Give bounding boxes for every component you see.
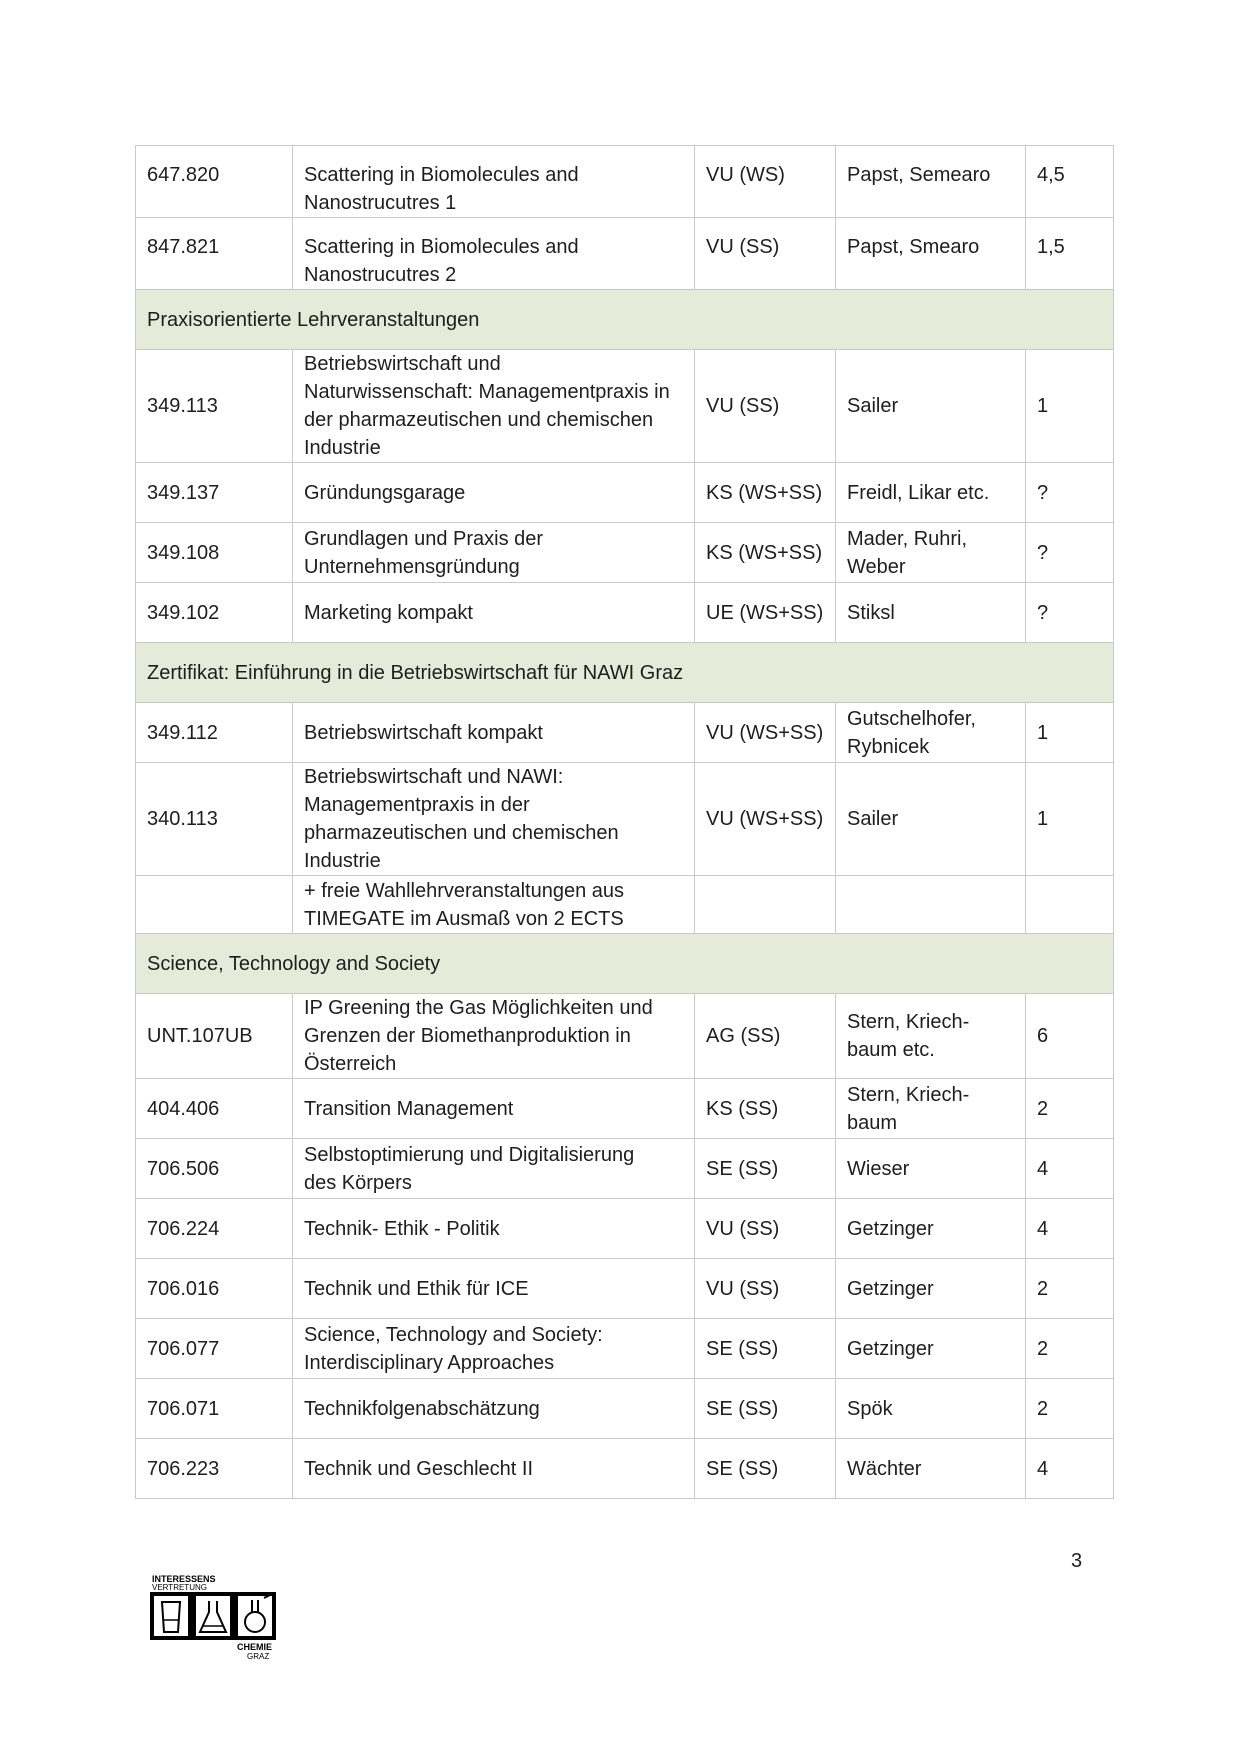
flask-icon xyxy=(194,1594,232,1638)
course-lecturer-cell: Getzinger xyxy=(836,1199,1026,1259)
table-row xyxy=(136,1319,1114,1379)
course-lecturer-cell: Stern, Kriech- baum etc. xyxy=(836,994,1026,1079)
course-lecturer-cell: Stiksl xyxy=(836,583,1026,643)
course-title-cell: + freie Wahllehrveranstaltungen aus TIMEGATE im Ausmaß von 2 ECTS xyxy=(293,876,695,934)
beaker-icon xyxy=(152,1594,190,1638)
course-ects-cell xyxy=(1026,876,1114,934)
course-title-cell: IP Greening the Gas Möglichkeiten und Grenzen der Biomethanproduktion in Österreich xyxy=(293,994,695,1079)
table-row xyxy=(136,1259,1114,1319)
course-ects-cell: 1 xyxy=(1026,763,1114,876)
course-title-cell: Scattering in Biomolecules and Nanostrucutres 1 xyxy=(293,146,695,218)
course-type-cell: SE (SS) xyxy=(695,1439,836,1499)
course-ects-cell: 6 xyxy=(1026,994,1114,1079)
course-title-cell: Betriebswirtschaft kompakt xyxy=(293,703,695,763)
course-title-cell: Scattering in Biomolecules and Nanostrucutres 2 xyxy=(293,218,695,290)
course-ects-cell: 2 xyxy=(1026,1379,1114,1439)
course-type-cell: VU (SS) xyxy=(695,218,836,290)
table-row xyxy=(136,218,1114,290)
course-title-cell: Selbstoptimierung und Digitalisierung des Körpers xyxy=(293,1139,695,1199)
course-number-cell: 340.113 xyxy=(136,763,293,876)
section-header-row xyxy=(136,643,1114,703)
table-row xyxy=(136,703,1114,763)
course-ects-cell: 4 xyxy=(1026,1139,1114,1199)
course-number-cell xyxy=(136,876,293,934)
logo-text-interessens: INTERESSENS xyxy=(152,1574,216,1584)
course-title-cell: Technik- Ethik - Politik xyxy=(293,1199,695,1259)
table-row xyxy=(136,994,1114,1079)
course-number-cell: 847.821 xyxy=(136,218,293,290)
course-lecturer-cell: Sailer xyxy=(836,350,1026,463)
course-title-cell: Technik und Geschlecht II xyxy=(293,1439,695,1499)
page-number: 3 xyxy=(1071,1550,1083,1572)
course-title-cell: Gründungsgarage xyxy=(293,463,695,523)
course-title-cell: Technik und Ethik für ICE xyxy=(293,1259,695,1319)
course-lecturer-cell: Stern, Kriech- baum xyxy=(836,1079,1026,1139)
course-title-cell: Betriebswirtschaft und NAWI: Managementpraxis in der pharmazeutischen und chemischen Industrie xyxy=(293,763,695,876)
course-number-cell: 706.223 xyxy=(136,1439,293,1499)
course-type-cell: SE (SS) xyxy=(695,1319,836,1379)
course-number-cell: 349.108 xyxy=(136,523,293,583)
round-flask-icon xyxy=(236,1594,274,1638)
course-number-cell: 349.113 xyxy=(136,350,293,463)
course-type-cell: KS (WS+SS) xyxy=(695,463,836,523)
course-lecturer-cell: Papst, Semearo xyxy=(836,146,1026,218)
course-lecturer-cell: Spök xyxy=(836,1379,1026,1439)
course-type-cell: KS (SS) xyxy=(695,1079,836,1139)
table-row xyxy=(136,1199,1114,1259)
table-row xyxy=(136,876,1114,934)
course-number-cell: 706.506 xyxy=(136,1139,293,1199)
course-number-cell: 706.071 xyxy=(136,1379,293,1439)
table-row xyxy=(136,523,1114,583)
course-ects-cell: ? xyxy=(1026,463,1114,523)
section-title: Science, Technology and Society xyxy=(136,934,1114,994)
course-lecturer-cell: Wieser xyxy=(836,1139,1026,1199)
course-title-cell: Science, Technology and Society: Interdisciplinary Approaches xyxy=(293,1319,695,1379)
course-table xyxy=(135,145,1114,1499)
course-title-cell: Technikfolgenabschätzung xyxy=(293,1379,695,1439)
course-ects-cell: 1,5 xyxy=(1026,218,1114,290)
course-number-cell: 349.112 xyxy=(136,703,293,763)
course-lecturer-cell: Papst, Smearo xyxy=(836,218,1026,290)
course-ects-cell: ? xyxy=(1026,583,1114,643)
course-title-cell: Transition Management xyxy=(293,1079,695,1139)
section-header-row xyxy=(136,290,1114,350)
table-body xyxy=(136,146,1114,1499)
course-number-cell: UNT.107UB xyxy=(136,994,293,1079)
table-row xyxy=(136,583,1114,643)
section-title: Praxisorientierte Lehrveranstaltungen xyxy=(136,290,1114,350)
course-number-cell: 706.077 xyxy=(136,1319,293,1379)
course-ects-cell: 2 xyxy=(1026,1079,1114,1139)
table-row xyxy=(136,1139,1114,1199)
course-lecturer-cell: Sailer xyxy=(836,763,1026,876)
course-number-cell: 647.820 xyxy=(136,146,293,218)
section-title: Zertifikat: Einführung in die Betriebswirtschaft für NAWI Graz xyxy=(136,643,1114,703)
course-lecturer-cell: Wächter xyxy=(836,1439,1026,1499)
course-type-cell: KS (WS+SS) xyxy=(695,523,836,583)
course-type-cell: UE (WS+SS) xyxy=(695,583,836,643)
logo-text-graz: GRAZ xyxy=(247,1652,270,1661)
course-number-cell: 404.406 xyxy=(136,1079,293,1139)
table-row xyxy=(136,350,1114,463)
course-ects-cell: 1 xyxy=(1026,350,1114,463)
table-row xyxy=(136,763,1114,876)
course-lecturer-cell: Getzinger xyxy=(836,1259,1026,1319)
course-ects-cell: ? xyxy=(1026,523,1114,583)
course-title-cell: Betriebswirtschaft und Naturwissenschaft: Managementpraxis in der pharmazeutischen und chemischen Industrie xyxy=(293,350,695,463)
table-row xyxy=(136,1379,1114,1439)
section-header-row xyxy=(136,934,1114,994)
course-number-cell: 706.224 xyxy=(136,1199,293,1259)
table-row xyxy=(136,1079,1114,1139)
table-row xyxy=(136,463,1114,523)
table-row xyxy=(136,146,1114,218)
course-type-cell: VU (SS) xyxy=(695,1259,836,1319)
course-type-cell: VU (WS) xyxy=(695,146,836,218)
interessensvertretung-chemie-graz-logo xyxy=(150,1574,280,1670)
course-lecturer-cell: Mader, Ruhri, Weber xyxy=(836,523,1026,583)
logo-text-vertretung: VERTRETUNG xyxy=(152,1583,207,1592)
course-title-cell: Marketing kompakt xyxy=(293,583,695,643)
course-ects-cell: 2 xyxy=(1026,1319,1114,1379)
course-type-cell: VU (WS+SS) xyxy=(695,703,836,763)
course-type-cell: SE (SS) xyxy=(695,1379,836,1439)
course-type-cell: VU (WS+SS) xyxy=(695,763,836,876)
course-lecturer-cell xyxy=(836,876,1026,934)
course-type-cell: VU (SS) xyxy=(695,1199,836,1259)
course-ects-cell: 4,5 xyxy=(1026,146,1114,218)
course-lecturer-cell: Getzinger xyxy=(836,1319,1026,1379)
table-row xyxy=(136,1439,1114,1499)
logo-text-chemie: CHEMIE xyxy=(237,1642,273,1652)
course-type-cell xyxy=(695,876,836,934)
course-number-cell: 706.016 xyxy=(136,1259,293,1319)
course-ects-cell: 4 xyxy=(1026,1439,1114,1499)
course-type-cell: AG (SS) xyxy=(695,994,836,1079)
course-lecturer-cell: Gutschelhofer, Rybnicek xyxy=(836,703,1026,763)
course-title-cell: Grundlagen und Praxis der Unternehmensgründung xyxy=(293,523,695,583)
course-type-cell: VU (SS) xyxy=(695,350,836,463)
course-type-cell: SE (SS) xyxy=(695,1139,836,1199)
course-number-cell: 349.137 xyxy=(136,463,293,523)
course-number-cell: 349.102 xyxy=(136,583,293,643)
course-lecturer-cell: Freidl, Likar etc. xyxy=(836,463,1026,523)
course-ects-cell: 1 xyxy=(1026,703,1114,763)
course-ects-cell: 2 xyxy=(1026,1259,1114,1319)
course-ects-cell: 4 xyxy=(1026,1199,1114,1259)
